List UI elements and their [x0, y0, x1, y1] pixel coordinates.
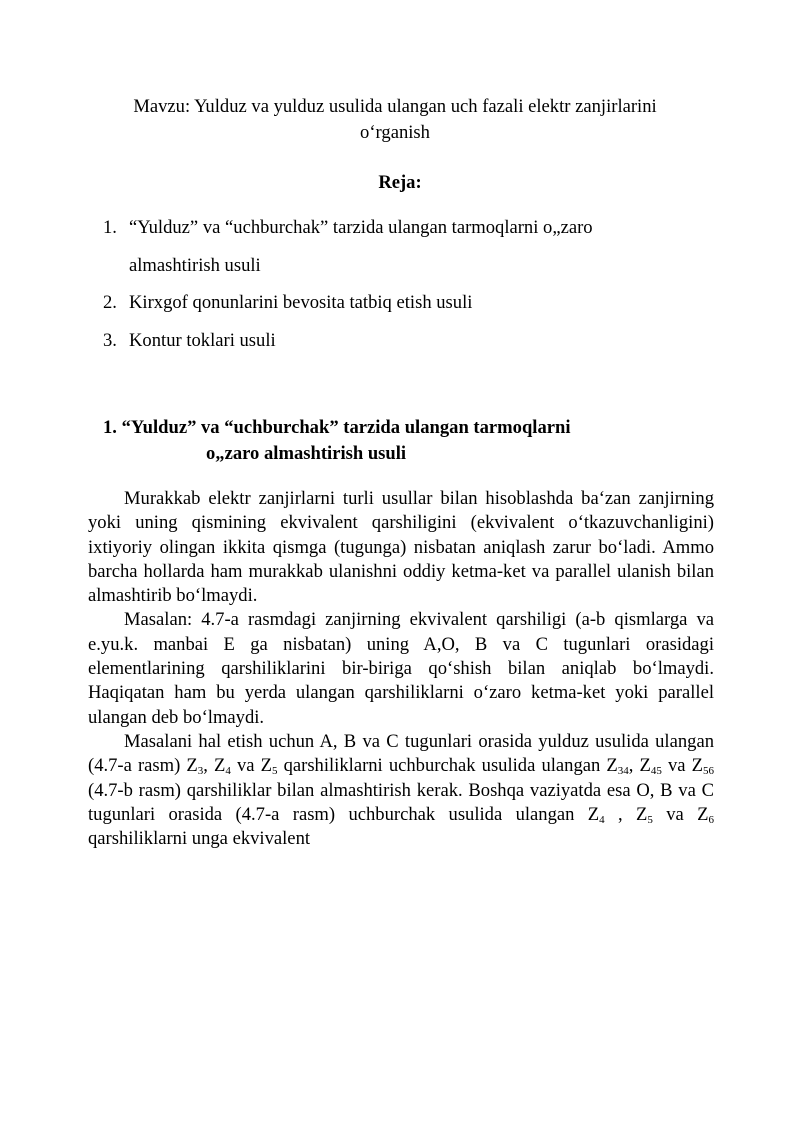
subscript: 3 [197, 765, 204, 778]
text-run: va Z [652, 803, 709, 825]
subscript: 5 [271, 765, 278, 778]
text-run: va Z [661, 755, 703, 777]
text-run: va Z [230, 755, 272, 777]
text-run: , Z [604, 803, 648, 825]
topic-title [75, 94, 715, 146]
section-body [88, 487, 714, 851]
text-run: Masalani hal etish uchun A, B va C tugunlari orasida yulduz usulida ulangan (4.7-a rasm) Z [88, 730, 714, 777]
paragraph-2: Masalan: 4.7-a rasmdagi zanjirning ekvivalent qarshiligi (a-b qismlarga va e.yu.k. manbai E ga nisbatan) uning A,O, B va C tugunlari orasidagi elementlarining qarshiliklarini bir-biriga qo‘shish bilan aniqlab bo‘lmaydi. Haqiqatan ham bu yerda ulangan qarshiliklarni o‘zaro ketma-ket yoki parallel ulangan deb bo‘lmaydi. [88, 609, 714, 728]
topic-line-1: Mavzu: Yulduz va yulduz usulida ulangan uch fazali elektr zanjirlarini [133, 96, 657, 117]
subscript: 45 [650, 765, 662, 778]
subscript: 4 [599, 813, 605, 826]
paragraph-3 [88, 730, 714, 851]
subscript: 34 [617, 765, 629, 778]
plan-item-text-continued: almashtirish usuli [129, 255, 261, 276]
subscript: 4 [225, 765, 231, 778]
plan-item-number: 3. [103, 330, 117, 351]
topic-line-2: o‘rganish [360, 122, 430, 143]
plan-item-text: “Yulduz” va “uchburchak” tarzida ulangan tarmoqlarni o„zaro [129, 217, 593, 238]
plan-item-text: Kontur toklari usuli [129, 330, 276, 351]
section-heading [103, 415, 571, 467]
plan-item-text: Kirxgof qonunlarini bevosita tatbiq etish usuli [129, 292, 473, 313]
plan-item-number: 2. [103, 292, 117, 313]
text-run: , Z [203, 755, 226, 777]
subscript: 6 [708, 813, 714, 826]
section-title-line-2: o„zaro almashtirish usuli [206, 443, 407, 464]
subscript: 56 [703, 765, 714, 778]
plan-item-number: 1. [103, 217, 117, 238]
text-run: , Z [628, 755, 651, 777]
plan-title: Reja: [378, 172, 422, 193]
section-number: 1. [103, 417, 117, 438]
text-run: qarshiliklarni unga ekvivalent [88, 828, 311, 850]
subscript: 5 [647, 813, 653, 826]
text-run: (4.7-b rasm) qarshiliklar bilan almashtirish kerak. Boshqa vaziyatda esa O, B va C tugunlari orasida (4.7-a rasm) uchburchak usulida ulangan Z [88, 779, 714, 825]
section-title-line-1: “Yulduz” va “uchburchak” tarzida ulangan tarmoqlarni [121, 417, 571, 438]
text-run: qarshiliklarni uchburchak usulida ulangan Z [277, 755, 618, 777]
paragraph-1: Murakkab elektr zanjirlarni turli usullar bilan hisoblashda ba‘zan zanjirning yoki uning qismining ekvivalent qarshiligini (ekvivalent o‘tkazuvchanligini) ixtiyoriy olingan ikkita qismga (tugunga) nisbatan aniqlash zarur bo‘ladi. Ammo barcha hollarda ham murakkab ulanishni oddiy ketma-ket va parallel ulanish bilan almashtirib bo‘lmaydi. [88, 488, 714, 607]
